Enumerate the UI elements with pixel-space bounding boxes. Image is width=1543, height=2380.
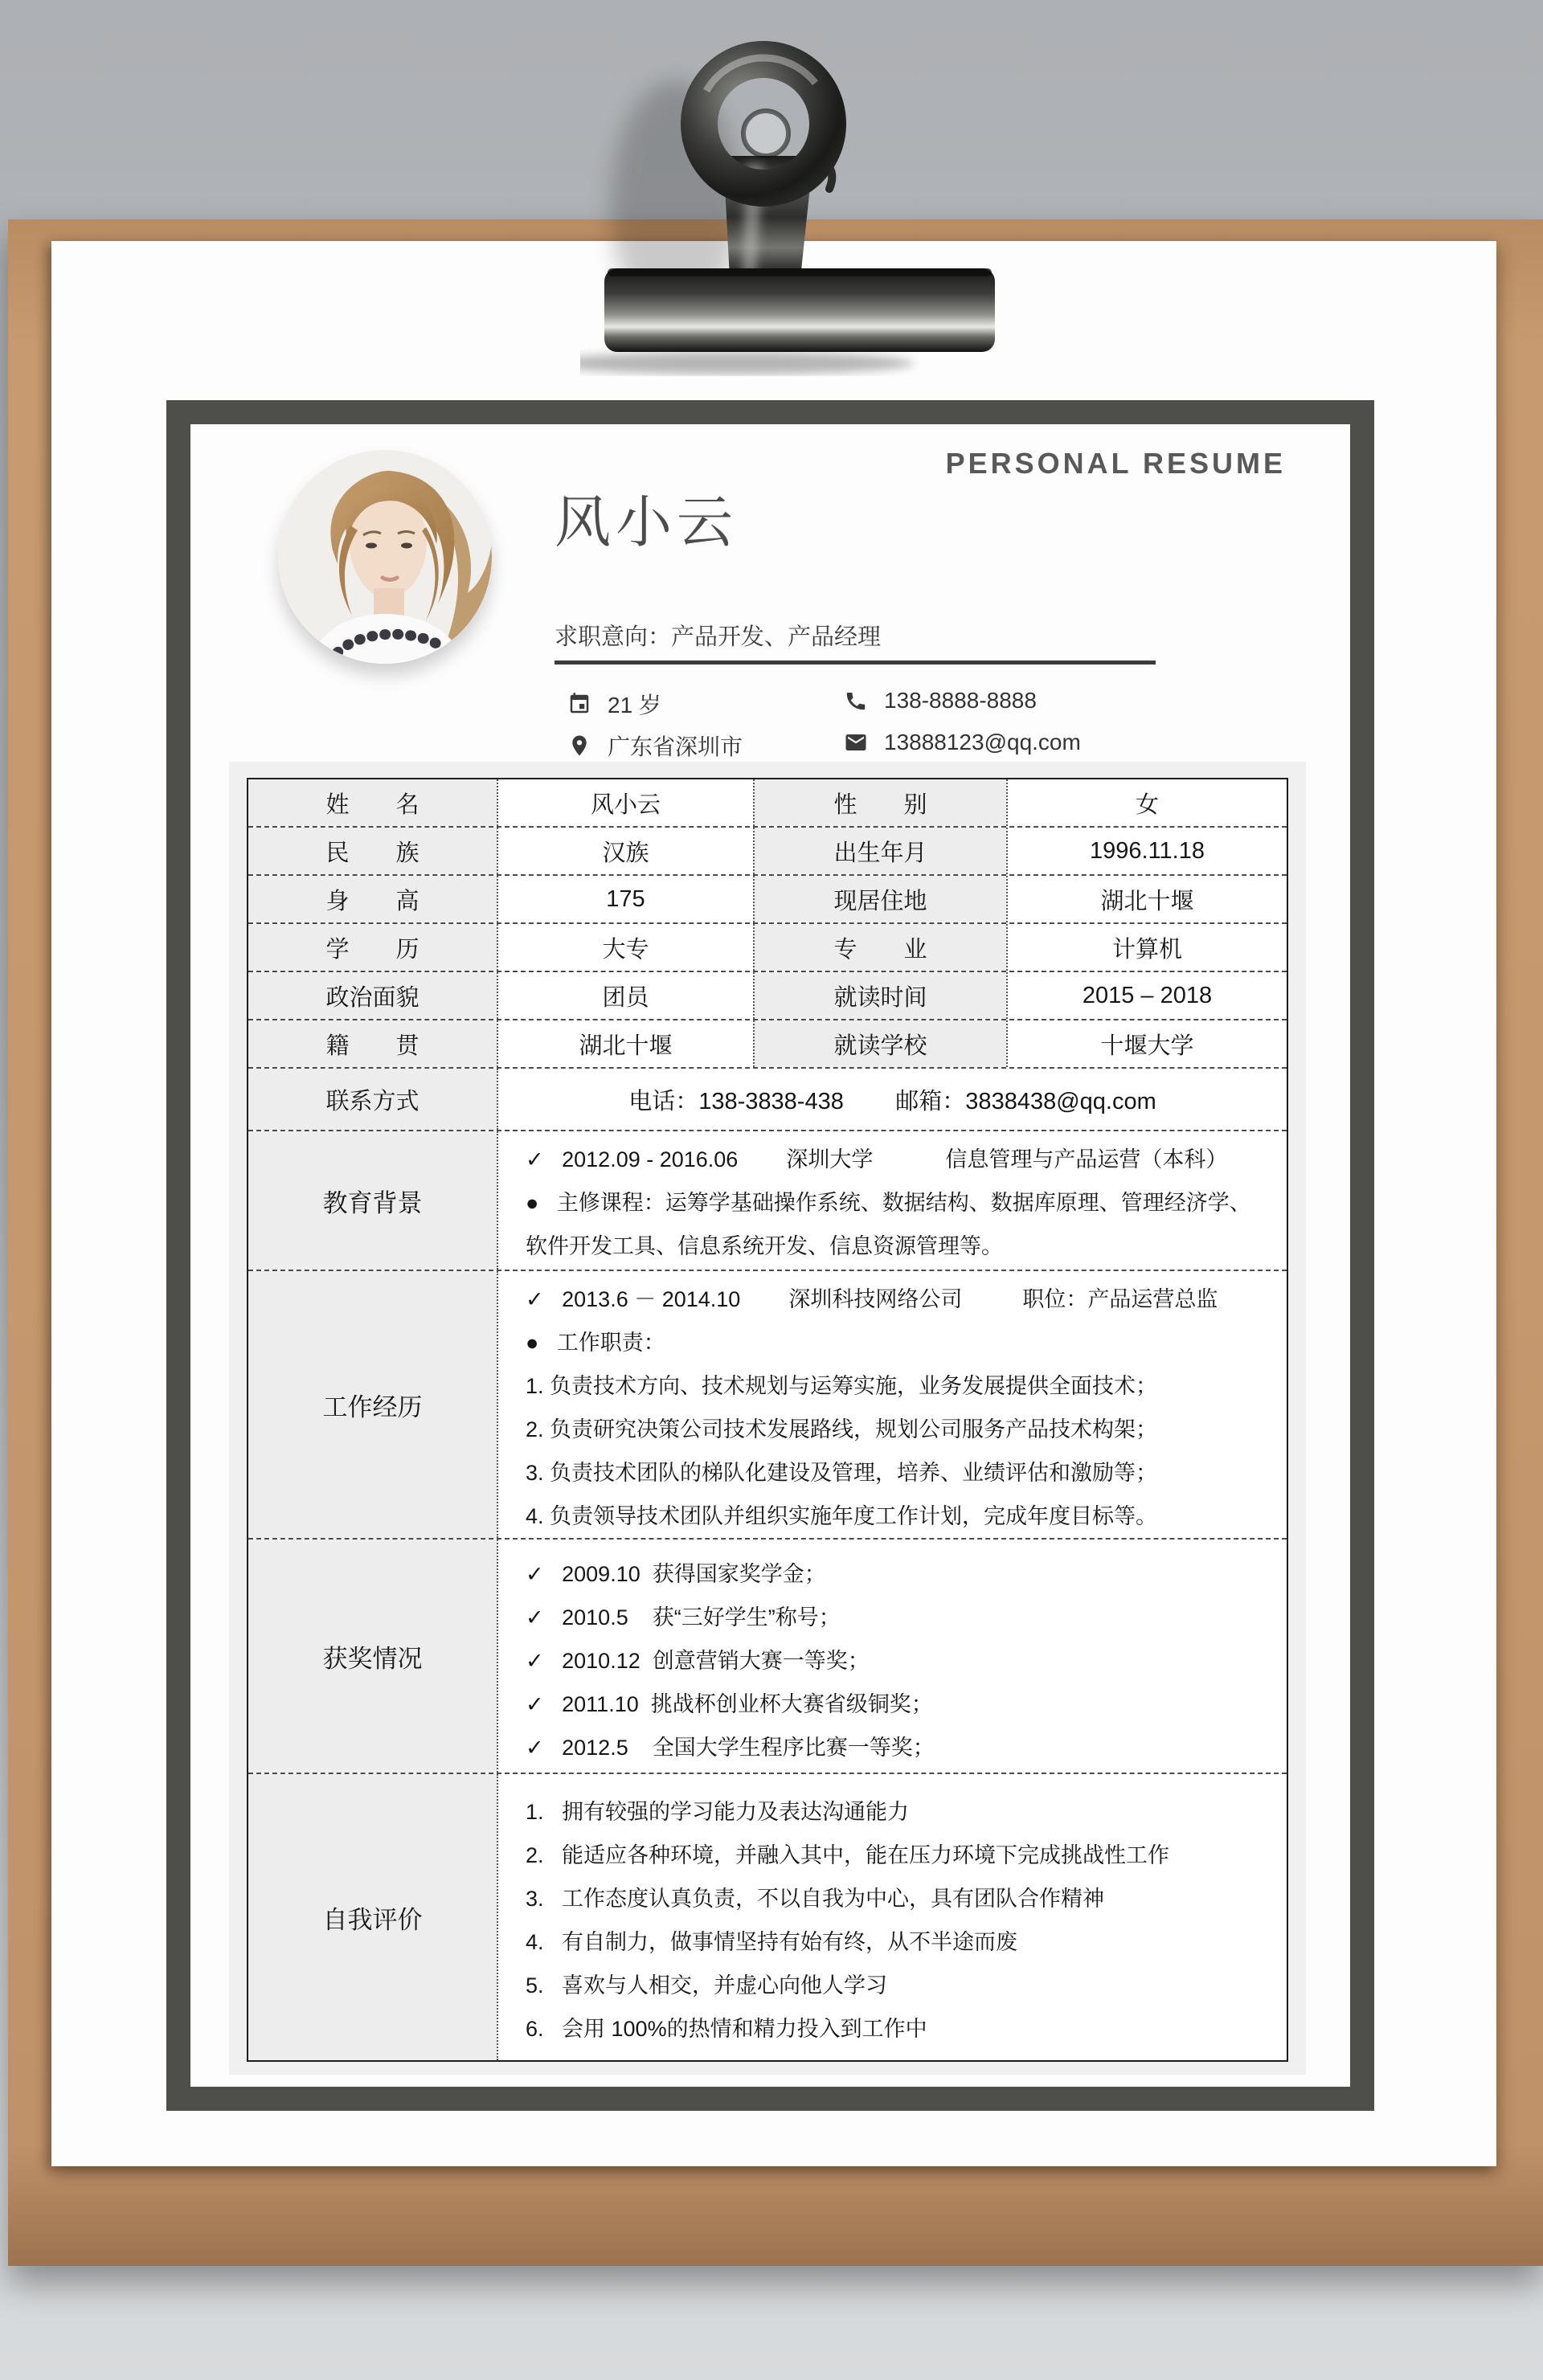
field-label: 专 业 [753, 924, 1006, 971]
section-line: 6. 会用 100%的热情和精力投入到工作中 [526, 2017, 927, 2041]
resume-table [247, 778, 1288, 2062]
field-value: 十堰大学 [1006, 1020, 1287, 1067]
field-value: 大专 [497, 924, 753, 971]
field-label: 身 高 [248, 876, 497, 922]
section-line: 2. 负责研究决策公司技术发展路线，规划公司服务产品技术构架； [526, 1417, 1158, 1441]
email-text: 13888123@qq.com [884, 730, 1081, 754]
field-label: 姓 名 [248, 779, 497, 826]
table-row [248, 779, 1287, 826]
calendar-icon [567, 692, 591, 716]
contact-age [567, 688, 661, 720]
portrait-illustration [278, 450, 492, 664]
field-label: 就读学校 [753, 1020, 1006, 1067]
table-row [248, 1019, 1287, 1067]
section-line: ✓ 2011.10 挑战杯创业杯大赛省级铜奖； [526, 1692, 933, 1716]
location-icon [567, 734, 591, 758]
section-line: ✓ 2013.6 － 2014.10 深圳科技网络公司 职位：产品运营总监 [526, 1287, 1218, 1311]
field-label: 联系方式 [248, 1069, 497, 1130]
section-self-evaluation [248, 1773, 1287, 2060]
binder-clip [580, 13, 998, 376]
field-label: 出生年月 [753, 828, 1006, 874]
section-title: 工作经历 [248, 1271, 497, 1538]
section-line: 4. 负责领导技术团队并组织实施年度工作计划，完成年度目标等。 [526, 1504, 1158, 1528]
contact-location [567, 730, 743, 762]
mail-icon [844, 730, 868, 754]
field-value: 175 [497, 876, 753, 922]
section-line: 1. 拥有较强的学习能力及表达沟通能力 [526, 1800, 910, 1824]
table-row [248, 874, 1287, 922]
section-line: 3. 工作态度认真负责，不以自我为中心，具有团队合作精神 [526, 1887, 1105, 1911]
field-value: 风小云 [497, 779, 753, 826]
field-label: 性 别 [753, 779, 1006, 826]
job-objective: 求职意向：产品开发、产品经理 [555, 624, 882, 650]
profile-photo [278, 450, 492, 664]
section-content [497, 1271, 1287, 1538]
divider-line [555, 660, 1156, 665]
candidate-name: 风小云 [555, 491, 738, 554]
section-title: 获奖情况 [248, 1540, 497, 1773]
section-line: ● 主修课程：运筹学基础操作系统、数据结构、数据库原理、管理经济学、软件开发工具、信息系统开发、信息资源管理等。 [526, 1191, 1251, 1258]
contact-method-row [248, 1067, 1287, 1130]
table-row [248, 826, 1287, 874]
phone-text: 138-8888-8888 [884, 688, 1037, 713]
section-awards [248, 1538, 1287, 1773]
section-title: 教育背景 [248, 1131, 497, 1270]
section-line: 4. 有自制力，做事情坚持有始有终，从不半途而废 [526, 1930, 1018, 1954]
clip-bar-shadow [580, 352, 914, 374]
section-line: ✓ 2012.09 - 2016.06 深圳大学 信息管理与产品运营（本科） [526, 1147, 1228, 1172]
section-line: ✓ 2012.5 全国大学生程序比赛一等奖； [526, 1736, 935, 1760]
field-label: 学 历 [248, 924, 497, 971]
field-label: 籍 贯 [248, 1020, 497, 1067]
location-text: 广东省深圳市 [608, 734, 743, 759]
field-label: 政治面貌 [248, 972, 497, 1019]
phone-icon [844, 689, 868, 713]
section-line: 1. 负责技术方向、技术规划与运筹实施，业务发展提供全面技术； [526, 1374, 1158, 1398]
section-line: ✓ 2010.12 创意营销大赛一等奖； [526, 1649, 870, 1673]
clip-bar [604, 268, 995, 352]
field-value: 女 [1006, 779, 1287, 826]
field-value: 1996.11.18 [1006, 828, 1287, 874]
field-label: 民 族 [248, 828, 497, 874]
field-value: 2015 – 2018 [1006, 972, 1287, 1019]
section-education [248, 1130, 1287, 1270]
field-label: 现居住地 [753, 876, 1006, 922]
field-label: 就读时间 [753, 972, 1006, 1019]
contact-method-value: 电话：138-3838-438 邮箱：3838438@qq.com [497, 1069, 1287, 1130]
section-title: 自我评价 [248, 1774, 497, 2060]
section-content [497, 1774, 1287, 2060]
field-value: 湖北十堰 [1006, 876, 1287, 922]
section-line: ● 工作职责： [526, 1331, 665, 1355]
section-line: 5. 喜欢与人相交，并虚心向他人学习 [526, 1973, 888, 1998]
section-line: ✓ 2009.10 获得国家奖学金； [526, 1562, 826, 1586]
table-row [248, 971, 1287, 1019]
section-line: 2. 能适应各种环境，并融入其中，能在压力环境下完成挑战性工作 [526, 1843, 1170, 1867]
contact-email [844, 730, 1081, 755]
table-row [248, 922, 1287, 971]
section-work-experience [248, 1270, 1287, 1538]
section-content [497, 1540, 1287, 1773]
section-line: ✓ 2010.5 获“三好学生”称号； [526, 1605, 841, 1630]
field-value: 湖北十堰 [497, 1020, 753, 1067]
field-value: 计算机 [1006, 924, 1287, 971]
field-value: 汉族 [497, 828, 753, 874]
age-text: 21 岁 [608, 693, 661, 718]
contact-phone [844, 688, 1037, 714]
field-value: 团员 [497, 972, 753, 1019]
page-title: PERSONAL RESUME [945, 447, 1286, 480]
section-content [497, 1131, 1287, 1270]
section-line: 3. 负责技术团队的梯队化建设及管理，培养、业绩评估和激励等； [526, 1461, 1158, 1485]
